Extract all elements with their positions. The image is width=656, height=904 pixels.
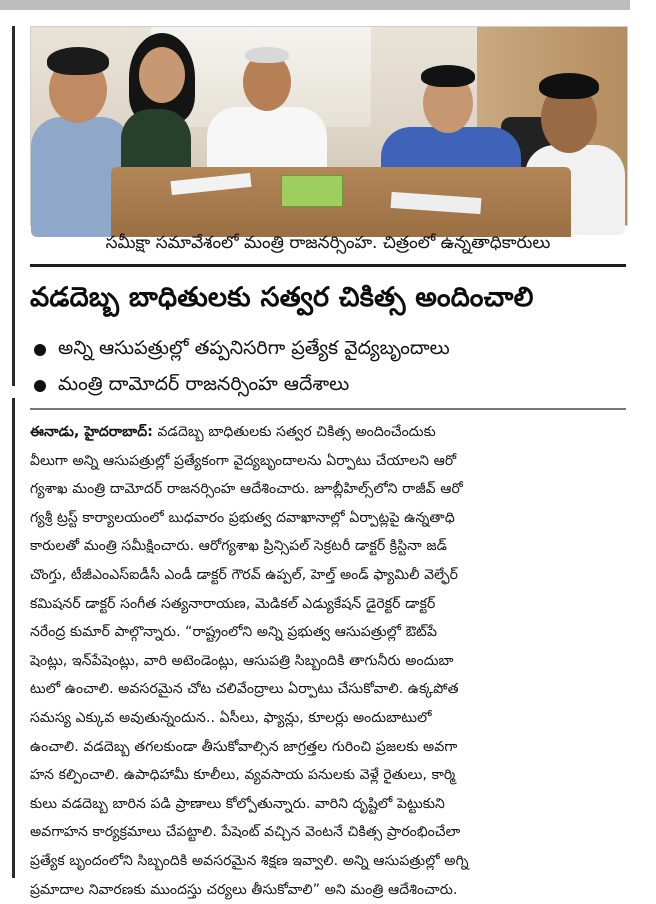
subhead-item: [30, 332, 626, 368]
article-line: అవగాహన కార్యక్రమాలు చేపట్టాలి. పేషెంట్ వచ్చిన వెంటనే చికిత్స ప్రారంభించేలా: [30, 818, 628, 847]
article-line-text: వడదెబ్బ బాధితులకు సత్వర చికిత్స అందించేందుకు: [153, 424, 436, 440]
article-line: కారులతో మంత్రి సమీక్షించారు. ఆరోగ్యశాఖ ప్రిన్సిపల్ సెక్రటరీ డాక్టర్ క్రిస్టినా జడ్: [30, 532, 628, 561]
article-line: ప్రత్యేక బృందంలోని సిబ్బందికి అవసరమైన శిక్షణ ఇవ్వాలి. అన్ని ఆసుపత్రుల్లో అగ్ని: [30, 847, 628, 876]
article-line: హన కల్పించాలి. ఉపాధిహామీ కూలీలు, వ్యవసాయ పనులకు వెళ్లే రైతులు, కార్మి: [30, 761, 628, 790]
article-line: [30, 418, 628, 447]
article-line: చొంగ్తు, టీజీఎంఎస్ఐడీసీ ఎండీ డాక్టర్ గౌరవ్ ఉప్పల్, హెల్త్ అండ్ ఫ్యామిలీ వెల్ఫేర్: [30, 561, 628, 590]
bullet-icon: [34, 344, 46, 356]
meeting-photo: [30, 26, 628, 226]
subhead-text: అన్ని ఆసుపత్రుల్లో తప్పనిసరిగా ప్రత్యేక వైద్యబృందాలు: [58, 337, 450, 364]
article-line: టులో ఉంచాలి. అవసరమైన చోట చలివేంద్రాలు ఏర్పాటు చేసుకోవాలి. ఉక్కపోత: [30, 675, 628, 704]
article-line: షెంట్లు, ఇన్‌పేషెంట్లు, వారి అటెండెంట్లు, ఆసుపత్రి సిబ్బందికి తాగునీరు అందుబా: [30, 647, 628, 676]
column-rule-bottom: [12, 398, 15, 878]
bullet-icon: [34, 380, 46, 392]
article-line: సమస్య ఎక్కువ అవుతున్నందున.. ఏసీలు, ఫ్యాన్లు, కూలర్లు అందుబాటులో: [30, 704, 628, 733]
section-divider: [30, 408, 626, 410]
article-line: గ్యశ్రీ ట్రస్ట్ కార్యాలయంలో బుధవారం ప్రభుత్వ దవాఖానాల్లో ఏర్పాట్లపై ఉన్నతాధి: [30, 504, 628, 533]
subhead-text: మంత్రి దామోదర్ రాజనర్సింహ ఆదేశాలు: [58, 373, 349, 400]
subhead-item: [30, 368, 626, 404]
box-shape: [281, 175, 343, 207]
headline: వడదెబ్బ బాధితులకు సత్వర చికిత్స అందించాలి: [30, 270, 626, 326]
article-line: ఉంచాలి. వడదెబ్బ తగలకుండా తీసుకోవాల్సిన జాగ్రత్తల గురించి ప్రజలకు అవగా: [30, 733, 628, 762]
article-line: వీలుగా అన్ని ఆసుపత్రుల్లో ప్రత్యేకంగా వైద్యబృందాలను ఏర్పాటు చేయాలని ఆరో: [30, 447, 628, 476]
article-line: గ్యశాఖ మంత్రి దామోదర్ రాజనర్సింహ ఆదేశించారు. జూబ్లీహిల్స్‌లోని రాజీవ్ ఆరో: [30, 475, 628, 504]
column-rule-top: [12, 26, 15, 386]
dateline: ఈనాడు, హైదరాబాద్:: [30, 424, 153, 440]
article-body: [30, 418, 628, 888]
article-line: నరేంద్ర కుమార్ పాల్గొన్నారు. “రాష్ట్రంలోని అన్ని ప్రభుత్వ ఆసుపత్రుల్లో ఔట్‌పే: [30, 618, 628, 647]
subheads: [30, 332, 626, 404]
article-line: ప్రమాదాల నివారణకు ముందస్తు చర్యలు తీసుకోవాలి” అని మంత్రి ఆదేశించారు.: [30, 876, 628, 904]
top-rule: [0, 0, 630, 10]
article-line: కమిషనర్ డాక్టర్ సంగీత సత్యనారాయణ, మెడికల్ ఎడ్యుకేషన్ డైరెక్టర్ డాక్టర్: [30, 590, 628, 619]
photo-caption: సమీక్షా సమావేశంలో మంత్రి రాజనర్సింహ. చిత్రంలో ఉన్నతాధికారులు: [30, 226, 626, 267]
article-line: కులు వడదెబ్బ బారిన పడి ప్రాణాలు కోల్పోతున్నారు. వారిని దృష్టిలో పెట్టుకుని: [30, 790, 628, 819]
